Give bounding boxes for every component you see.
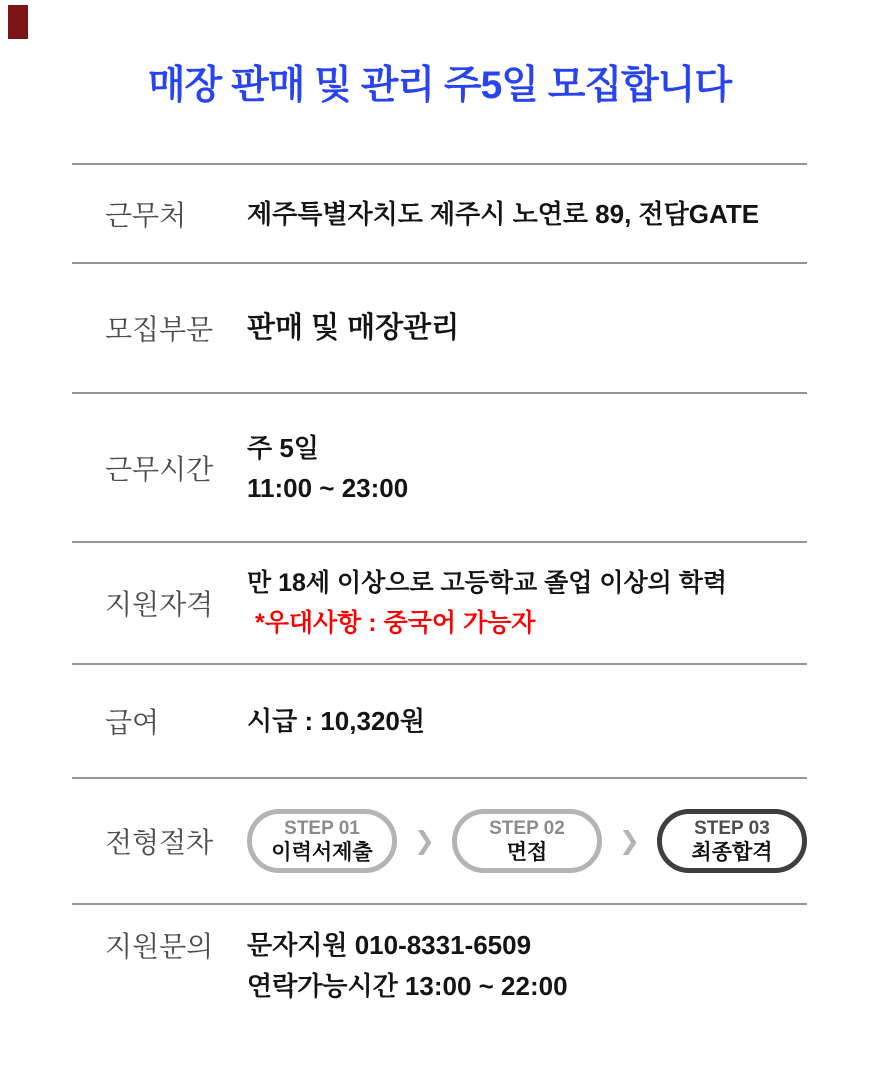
value-recruitment-field: 판매 및 매장관리 <box>247 312 460 344</box>
corner-badge <box>8 5 28 39</box>
label-salary: 급여 <box>105 707 160 738</box>
hiring-process-steps <box>247 809 807 873</box>
row-salary <box>72 663 807 777</box>
step-2-number: STEP 02 <box>489 817 565 839</box>
step-1-name: 이력서제출 <box>271 840 373 864</box>
header <box>0 0 879 163</box>
label-qualifications: 지원자격 <box>105 589 214 620</box>
qualification-text: 만 18세 이상으로 고등학교 졸업 이상의 학력 <box>247 569 728 597</box>
row-working-hours <box>72 392 807 541</box>
step-pill-3-final <box>657 809 807 873</box>
contact-phone: 문자지원 010-8331-6509 <box>247 930 532 960</box>
row-hiring-process <box>72 777 807 903</box>
step-3-number: STEP 03 <box>694 817 770 839</box>
row-recruitment-field <box>72 262 807 392</box>
step-2-name: 면접 <box>506 840 548 864</box>
preferred-qualification: *우대사항 : 중국어 가능자 <box>255 609 536 637</box>
value-working-hours <box>247 428 408 508</box>
chevron-right-icon: ❯ <box>619 826 640 855</box>
page-title: 매장 판매 및 관리 주5일 모집합니다 <box>147 63 732 107</box>
row-workplace <box>72 163 807 262</box>
working-time-range: 11:00 ~ 23:00 <box>247 472 409 503</box>
step-pill-2 <box>452 809 602 873</box>
working-days: 주 5일 <box>247 432 319 463</box>
label-hiring-process: 전형절차 <box>105 827 214 858</box>
label-workplace: 근무처 <box>105 199 187 231</box>
step-3-name: 최종합격 <box>691 840 773 864</box>
step-pill-1 <box>247 809 397 873</box>
value-contact <box>247 925 568 1007</box>
label-contact: 지원문의 <box>105 931 214 962</box>
row-qualifications <box>72 541 807 663</box>
value-workplace: 제주특별자치도 제주시 노연로 89, 전담GATE <box>247 198 760 229</box>
value-qualifications <box>247 563 727 643</box>
label-working-hours: 근무시간 <box>105 453 214 485</box>
label-recruitment-field: 모집부문 <box>105 314 214 345</box>
contact-hours: 연락가능시간 13:00 ~ 22:00 <box>247 971 568 1001</box>
chevron-right-icon: ❯ <box>414 826 435 855</box>
step-1-number: STEP 01 <box>284 817 360 839</box>
row-contact <box>72 903 807 1069</box>
info-table <box>72 163 807 1069</box>
value-salary: 시급 : 10,320원 <box>247 706 425 736</box>
